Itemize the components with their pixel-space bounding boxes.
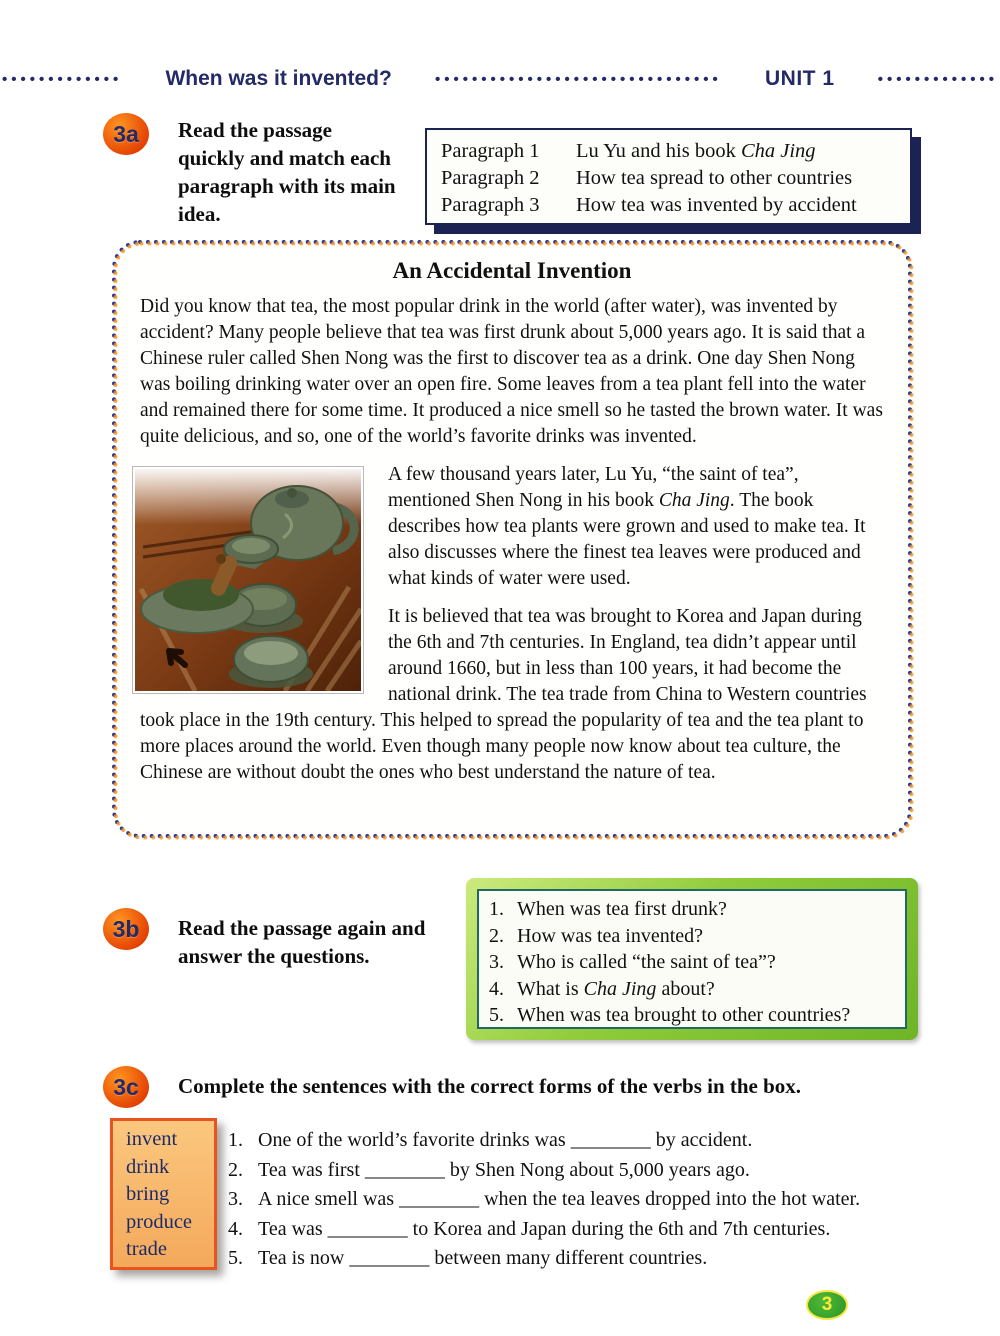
paragraph-idea: How tea was invented by accident xyxy=(576,194,857,216)
verb-item: invent xyxy=(126,1128,178,1150)
instruction-3a: Read the passage quickly and match each paragraph with its main idea. xyxy=(178,118,396,226)
tea-set-illustration xyxy=(135,469,361,691)
unit-label: UNIT 1 xyxy=(765,67,835,90)
paragraph-match-box xyxy=(425,128,912,225)
paragraph-label: Paragraph 1 xyxy=(441,140,540,162)
sentence-item: 5. Tea is now ________ between many different countries. xyxy=(228,1247,708,1269)
paragraph-label: Paragraph 2 xyxy=(441,167,540,189)
verb-item: trade xyxy=(126,1238,167,1260)
passage-title: An Accidental Invention xyxy=(392,258,632,283)
sentence-item: 2. Tea was first ________ by Shen Nong about 5,000 years ago. xyxy=(228,1158,750,1181)
header-dots-middle: ••••••••••••••••••••••••••••••• xyxy=(435,70,722,88)
fill-in-sentences xyxy=(228,1126,934,1274)
sentence-item: 1. One of the world’s favorite drinks was ________ by accident. xyxy=(228,1129,753,1151)
passage-paragraph-2: A few thousand years later, Lu Yu, “the saint of tea”, mentioned Shen Nong in his book Cha Jing. The book describes how tea plants were grown and used to make tea. It also discusses where the finest tea leaves were produced and what kinds of water were used. xyxy=(388,464,866,589)
reading-passage-box xyxy=(112,240,912,838)
question-item: 1. When was tea first drunk? xyxy=(489,898,727,920)
questions-box-inner xyxy=(477,889,907,1029)
match-row xyxy=(441,192,910,219)
passage-paragraph-1: Did you know that tea, the most popular drink in the world (after water), was invented by accident? Many people believe that tea was first drunk about 5,000 years ago. It is said that a Chinese ruler called Shen Nong was the first to discover tea as a drink. One day Shen Nong was boiling drinking water over an open fire. Some leaves from a tea plant fell into the water and remained there for some time. It produced a nice smell so he tasted the brown water. It was quite delicious, and so, one of the world’s favorite drinks was invented. xyxy=(140,296,883,447)
activity-badge-3a: 3a xyxy=(103,113,149,155)
paragraph-idea: Lu Yu and his book Cha Jing xyxy=(576,140,816,162)
activity-badge-3b: 3b xyxy=(103,908,149,950)
page-number-badge: 3 xyxy=(806,1290,848,1320)
sentence-item: 4. Tea was ________ to Korea and Japan during the 6th and 7th centuries. xyxy=(228,1217,831,1240)
questions-box xyxy=(466,878,918,1040)
question-item: 5. When was tea brought to other countries? xyxy=(489,1004,851,1026)
verb-item: bring xyxy=(126,1183,170,1205)
match-row xyxy=(441,138,910,165)
header-dots-right: ••••••••••••• xyxy=(877,70,998,88)
question-item: 2. How was tea invented? xyxy=(489,924,704,947)
header-dots-left: ••••••••••••• xyxy=(2,70,123,88)
instruction-3b: Read the passage again and answer the questions. xyxy=(178,916,426,968)
match-row xyxy=(441,165,910,192)
verb-bank-box xyxy=(110,1118,217,1270)
question-item: 3. Who is called “the saint of tea”? xyxy=(489,951,776,973)
question-item: 4. What is Cha Jing about? xyxy=(489,977,715,1000)
tea-set-photo xyxy=(132,466,364,694)
passage-paragraph-3: It is believed that tea was brought to Korea and Japan during the 6th and 7th centuries. In England, tea didn’t appear until around 1660, but in less than 100 years, it had become the national drink. The tea trade from China to Western countries took place in the 19th century. This helped to spread the popularity of tea and the tea plant to more places around the world. Even though many people now know about tea culture, the Chinese are without doubt the ones who best understand the nature of tea. xyxy=(140,606,867,783)
page-header xyxy=(0,64,1000,94)
verb-item: drink xyxy=(126,1155,170,1178)
paragraph-idea: How tea spread to other countries xyxy=(576,167,853,189)
sentence-item: 3. A nice smell was ________ when the tea leaves dropped into the hot water. xyxy=(228,1188,861,1210)
instruction-3c: Complete the sentences with the correct forms of the verbs in the box. xyxy=(178,1074,802,1098)
paragraph-label: Paragraph 3 xyxy=(441,194,540,216)
verb-item: produce xyxy=(126,1210,193,1233)
activity-badge-3c: 3c xyxy=(103,1066,149,1108)
page-header-title: When was it invented? xyxy=(165,67,392,90)
